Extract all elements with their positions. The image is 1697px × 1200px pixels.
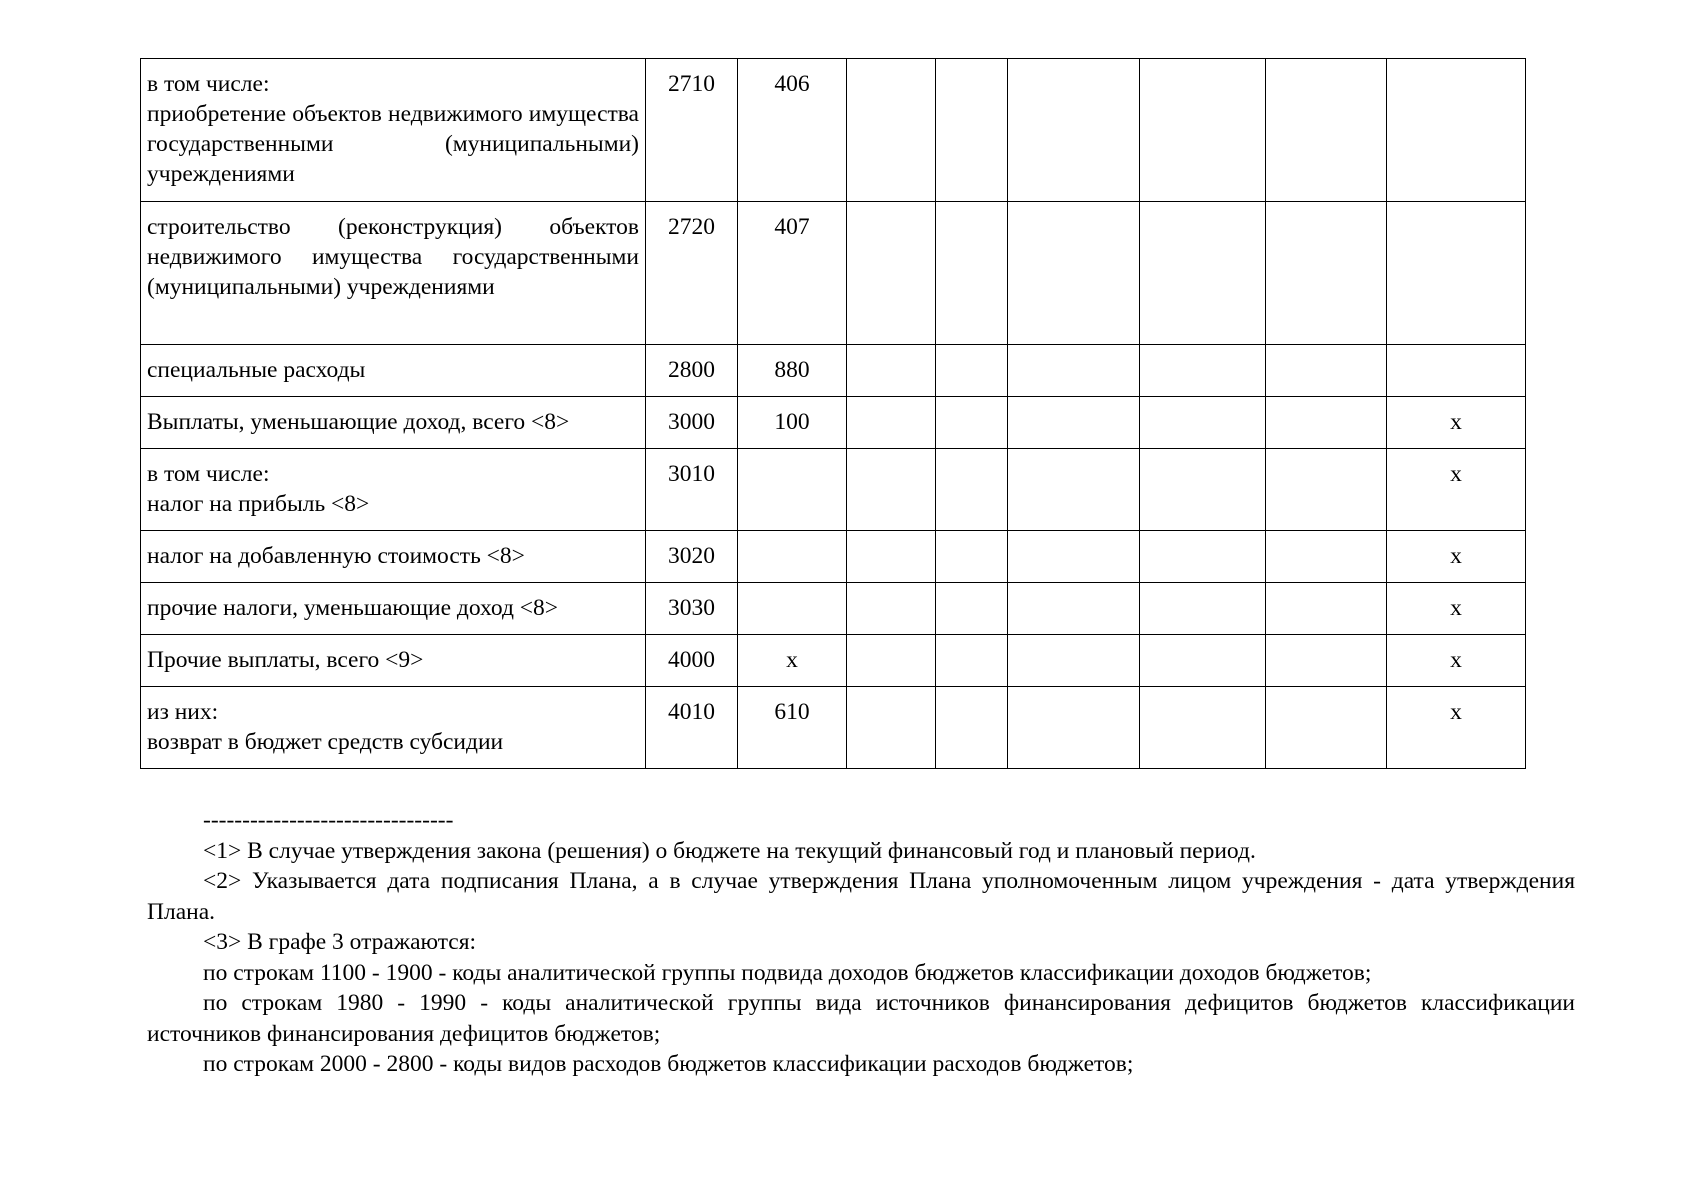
table-row [141, 531, 1526, 583]
empty-cell [936, 583, 1008, 635]
line-code-cell: 4000 [646, 635, 738, 687]
empty-cell [936, 687, 1008, 769]
empty-cell [1008, 397, 1140, 449]
empty-cell [1266, 635, 1387, 687]
row-name-line: в том числе: [147, 71, 270, 97]
table-row [141, 397, 1526, 449]
empty-cell [936, 635, 1008, 687]
last-column-cell [1387, 59, 1526, 202]
last-column-cell: х [1387, 687, 1526, 769]
empty-cell [1266, 531, 1387, 583]
empty-cell [936, 345, 1008, 397]
line-code-cell: 3020 [646, 531, 738, 583]
empty-cell [847, 59, 936, 202]
row-name-line: приобретение объектов недвижимого имущества государственными (муниципальными) учреждениями [147, 101, 639, 187]
empty-cell [1008, 449, 1140, 531]
line-code-cell: 3000 [646, 397, 738, 449]
row-name-line: прочие налоги, уменьшающие доход <8> [147, 595, 559, 621]
row-name-line: возврат в бюджет средств субсидии [147, 729, 504, 755]
footnote-separator: -------------------------------- [203, 807, 454, 833]
empty-cell [936, 397, 1008, 449]
empty-cell [847, 397, 936, 449]
budget-code-cell [738, 531, 847, 583]
table-row [141, 687, 1526, 769]
last-column-cell [1387, 345, 1526, 397]
empty-cell [847, 531, 936, 583]
footnote-item: <3> В графе 3 отражаются: [203, 929, 477, 955]
table-row [141, 449, 1526, 531]
empty-cell [1008, 635, 1140, 687]
row-name-line: Прочие выплаты, всего <9> [147, 647, 424, 673]
row-name-cell [141, 59, 646, 202]
row-name-cell [141, 635, 646, 687]
last-column-cell: х [1387, 635, 1526, 687]
row-name-line: налог на прибыль <8> [147, 491, 370, 517]
footnote-item: по строкам 1980 - 1990 - коды аналитической группы вида источников финансирования дефицитов бюджетов классификации источников финансирования дефицитов бюджетов; [147, 990, 1575, 1047]
line-code-cell: 2710 [646, 59, 738, 202]
empty-cell [847, 635, 936, 687]
budget-code-cell: 100 [738, 397, 847, 449]
empty-cell [847, 345, 936, 397]
empty-cell [1008, 202, 1140, 345]
table-row [141, 345, 1526, 397]
line-code-cell: 3010 [646, 449, 738, 531]
empty-cell [936, 449, 1008, 531]
empty-cell [1008, 345, 1140, 397]
line-code-cell: 2800 [646, 345, 738, 397]
empty-cell [1140, 531, 1266, 583]
empty-cell [1008, 531, 1140, 583]
empty-cell [847, 583, 936, 635]
empty-cell [1140, 59, 1266, 202]
footnote-item: <1> В случае утверждения закона (решения) о бюджете на текущий финансовый год и плановый период. [203, 837, 1256, 864]
table-row [141, 59, 1526, 202]
budget-code-cell: х [738, 635, 847, 687]
empty-cell [1266, 59, 1387, 202]
empty-cell [1140, 635, 1266, 687]
empty-cell [847, 202, 936, 345]
empty-cell [1140, 449, 1266, 531]
row-name-line: в том числе: [147, 461, 270, 487]
last-column-cell [1387, 202, 1526, 345]
empty-cell [1008, 583, 1140, 635]
budget-code-cell: 407 [738, 202, 847, 345]
empty-cell [1140, 397, 1266, 449]
row-name-line: налог на добавленную стоимость <8> [147, 543, 525, 569]
budget-code-cell [738, 449, 847, 531]
empty-cell [936, 59, 1008, 202]
empty-cell [847, 687, 936, 769]
row-name-cell [141, 449, 646, 531]
last-column-cell: х [1387, 397, 1526, 449]
empty-cell [1140, 583, 1266, 635]
table-row [141, 202, 1526, 345]
last-column-cell: х [1387, 449, 1526, 531]
empty-cell [1140, 687, 1266, 769]
footnote-item: по строкам 2000 - 2800 - коды видов расходов бюджетов классификации расходов бюджетов; [203, 1051, 1134, 1077]
row-name-cell [141, 583, 646, 635]
row-name-cell [141, 531, 646, 583]
budget-plan-table [140, 58, 1526, 769]
table-row [141, 635, 1526, 687]
budget-code-cell [738, 583, 847, 635]
empty-cell [1266, 397, 1387, 449]
line-code-cell: 4010 [646, 687, 738, 769]
empty-cell [847, 449, 936, 531]
line-code-cell: 3030 [646, 583, 738, 635]
row-name-line: специальные расходы [147, 357, 366, 383]
empty-cell [1140, 202, 1266, 345]
budget-code-cell: 880 [738, 345, 847, 397]
row-name-line: Выплаты, уменьшающие доход, всего <8> [147, 409, 570, 435]
footnote-item: <2> Указывается дата подписания Плана, а в случае утверждения Плана уполномоченным лицом учреждения - дата утверждения Плана. [147, 868, 1575, 925]
empty-cell [936, 202, 1008, 345]
row-name-line: строительство (реконструкция) объектов недвижимого имущества государственными (муниципальными) учреждениями [147, 214, 639, 300]
row-name-cell [141, 687, 646, 769]
budget-code-cell: 406 [738, 59, 847, 202]
footnotes [147, 805, 1575, 1080]
empty-cell [1140, 345, 1266, 397]
empty-cell [1266, 345, 1387, 397]
table-row [141, 583, 1526, 635]
empty-cell [1266, 202, 1387, 345]
row-name-cell [141, 397, 646, 449]
empty-cell [1266, 449, 1387, 531]
row-name-cell [141, 202, 646, 345]
empty-cell [1008, 687, 1140, 769]
table-body [141, 59, 1526, 769]
budget-code-cell: 610 [738, 687, 847, 769]
last-column-cell: х [1387, 531, 1526, 583]
row-name-cell [141, 345, 646, 397]
empty-cell [936, 531, 1008, 583]
last-column-cell: х [1387, 583, 1526, 635]
empty-cell [1266, 687, 1387, 769]
row-name-line: из них: [147, 699, 219, 725]
line-code-cell: 2720 [646, 202, 738, 345]
empty-cell [1266, 583, 1387, 635]
empty-cell [1008, 59, 1140, 202]
footnote-item: по строкам 1100 - 1900 - коды аналитической группы подвида доходов бюджетов классификации доходов бюджетов; [203, 959, 1372, 986]
